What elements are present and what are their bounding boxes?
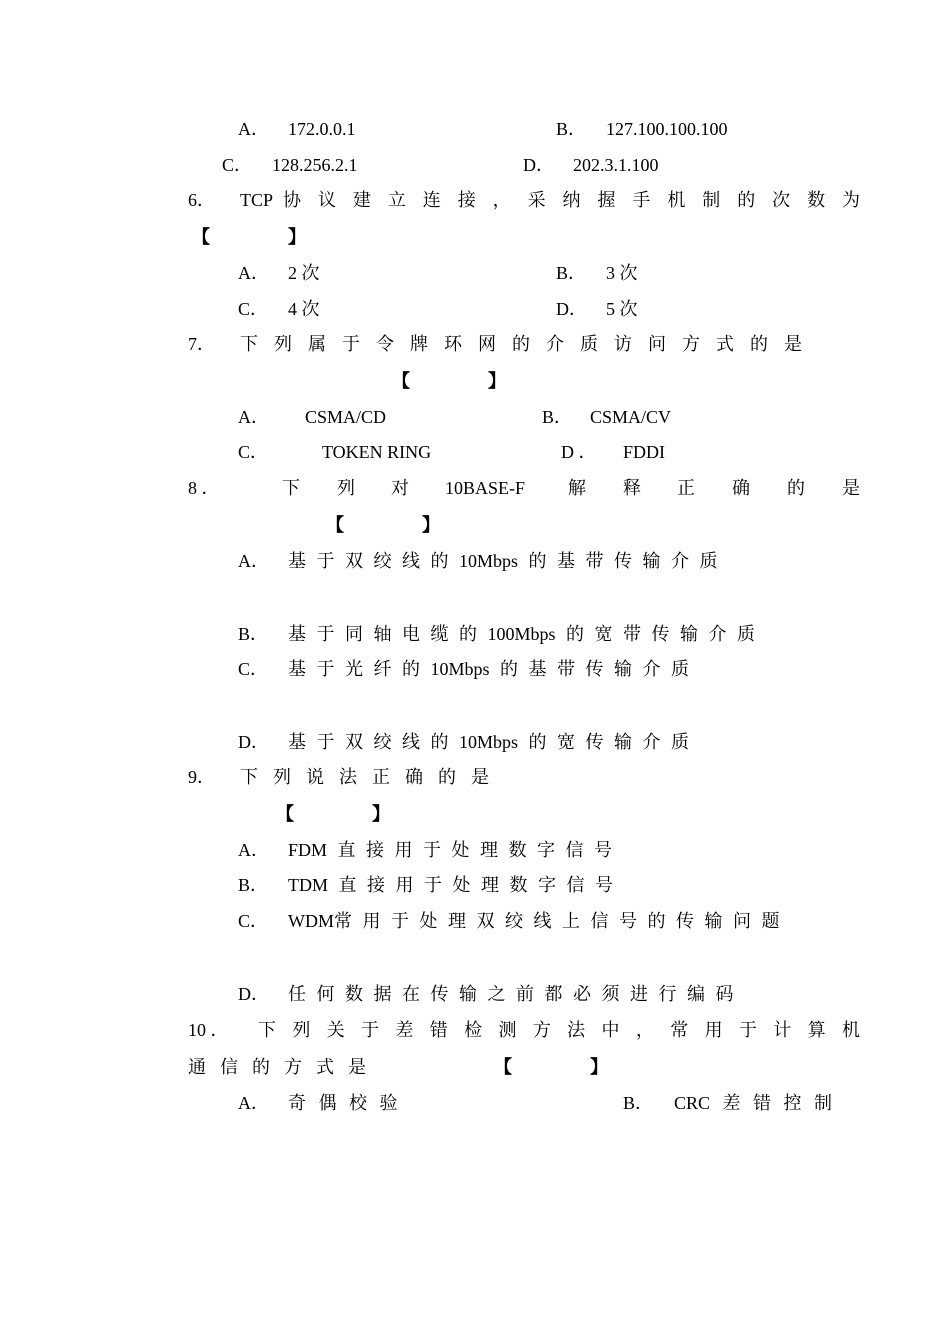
q5-option-d-letter: D． [523,155,554,175]
q5-option-b-text: 127.100.100.100 [606,119,728,139]
q6-option-d-text: 5 次 [606,299,638,319]
q6-option-b-text: 3 次 [606,263,638,283]
q7-option-a-text: CSMA/CD [305,407,387,427]
q8-option-d-text: 基 于 双 绞 线 的 10Mbps 的 宽 传 输 介 质 [288,732,690,752]
q8-bracket-close: 】 [422,515,440,535]
q8-number: 8 ． [188,478,220,498]
q8-option-c-text: 基 于 光 纤 的 10Mbps 的 基 带 传 输 介 质 [288,659,690,679]
q9-option-b-text: TDM 直 接 用 于 处 理 数 字 信 号 [288,875,613,895]
q9-option-c-letter: C． [238,911,269,931]
q7-bracket-close: 】 [488,371,506,391]
q7-bracket-open: 【 [392,371,410,391]
q6-number: 6． [188,190,215,210]
q10-option-a-letter: A． [238,1093,269,1113]
q8-option-b-text: 基 于 同 轴 电 缆 的 100Mbps 的 宽 带 传 输 介 质 [288,624,756,644]
q7-option-d-text: FDDI [623,442,666,462]
q8-stem-word-2: 列 [337,478,355,498]
q9-bracket-close: 】 [372,804,390,824]
q5-option-d-text: 202.3.1.100 [573,155,659,175]
q5-option-b-letter: B． [556,119,587,139]
q6-option-c-text: 4 次 [288,299,320,319]
q6-bracket-close: 】 [288,227,306,247]
q10-number: 10 ． [188,1020,229,1040]
q10-stem-line-2: 通信的方式是 [188,1057,380,1077]
q10-option-a-text: 奇 偶 校 验 [288,1093,398,1113]
q8-stem-word-9: 的 [787,478,805,498]
q7-option-b-text: CSMA/CV [590,407,672,427]
q5-option-a-letter: A． [238,119,269,139]
q7-option-c-letter: C． [238,442,269,462]
q8-stem-word-4: 10BASE-F [445,478,526,498]
q6-option-c-letter: C． [238,299,269,319]
q9-option-a-text: FDM 直 接 用 于 处 理 数 字 信 号 [288,840,613,860]
q5-option-c-letter: C． [222,155,253,175]
q7-stem: 下列属于令牌环网的介质访问方式的是 [240,334,818,354]
q10-stem-line-1: 下 列 关 于 差 错 检 测 方 法 中 ， 常 用 于 计 算 机 [258,1020,860,1040]
q6-option-a-letter: A． [238,263,269,283]
q8-option-c-letter: C． [238,659,269,679]
q8-bracket-open: 【 [326,515,344,535]
q10-option-b-text: CRC 差 错 控 制 [674,1093,833,1113]
q8-stem-word-8: 确 [732,478,750,498]
q6-option-b-letter: B． [556,263,587,283]
q5-option-c-text: 128.256.2.1 [272,155,358,175]
q9-option-d-letter: D． [238,984,269,1004]
q9-number: 9． [188,767,215,787]
q10-bracket-open: 【 [494,1057,512,1077]
q9-option-a-letter: A． [238,840,269,860]
q9-option-d-text: 任 何 数 据 在 传 输 之 前 都 必 须 进 行 编 码 [288,984,734,1004]
q8-stem-word-7: 正 [677,478,695,498]
q10-option-b-letter: B． [623,1093,654,1113]
q7-option-c-text: TOKEN RING [322,442,432,462]
q9-stem: 下列说法正确的是 [240,767,504,787]
q8-stem-word-1: 下 [282,478,300,498]
q7-option-d-letter: D ． [561,442,597,462]
q8-option-b-letter: B． [238,624,269,644]
q8-stem-word-10: 是 [842,478,860,498]
q8-stem-word-6: 释 [623,478,641,498]
q8-stem-word-5: 解 [568,478,586,498]
q8-option-d-letter: D． [238,732,269,752]
q5-option-a-text: 172.0.0.1 [288,119,356,139]
q6-bracket-open: 【 [192,227,210,247]
q7-number: 7． [188,334,215,354]
q8-option-a-letter: A． [238,551,269,571]
q8-option-a-text: 基 于 双 绞 线 的 10Mbps 的 基 带 传 输 介 质 [288,551,718,571]
q9-bracket-open: 【 [276,804,294,824]
q6-option-a-text: 2 次 [288,263,320,283]
q6-option-d-letter: D． [556,299,587,319]
q7-option-b-letter: B． [542,407,573,427]
q6-stem: TCP 协 议 建 立 连 接 ， 采 纳 握 手 机 制 的 次 数 为 [240,190,860,210]
q9-option-c-text: WDM常 用 于 处 理 双 绞 线 上 信 号 的 传 输 问 题 [288,911,780,931]
q8-stem-word-3: 对 [391,478,409,498]
q9-option-b-letter: B． [238,875,269,895]
q10-bracket-close: 】 [590,1057,608,1077]
q7-option-a-letter: A． [238,407,269,427]
